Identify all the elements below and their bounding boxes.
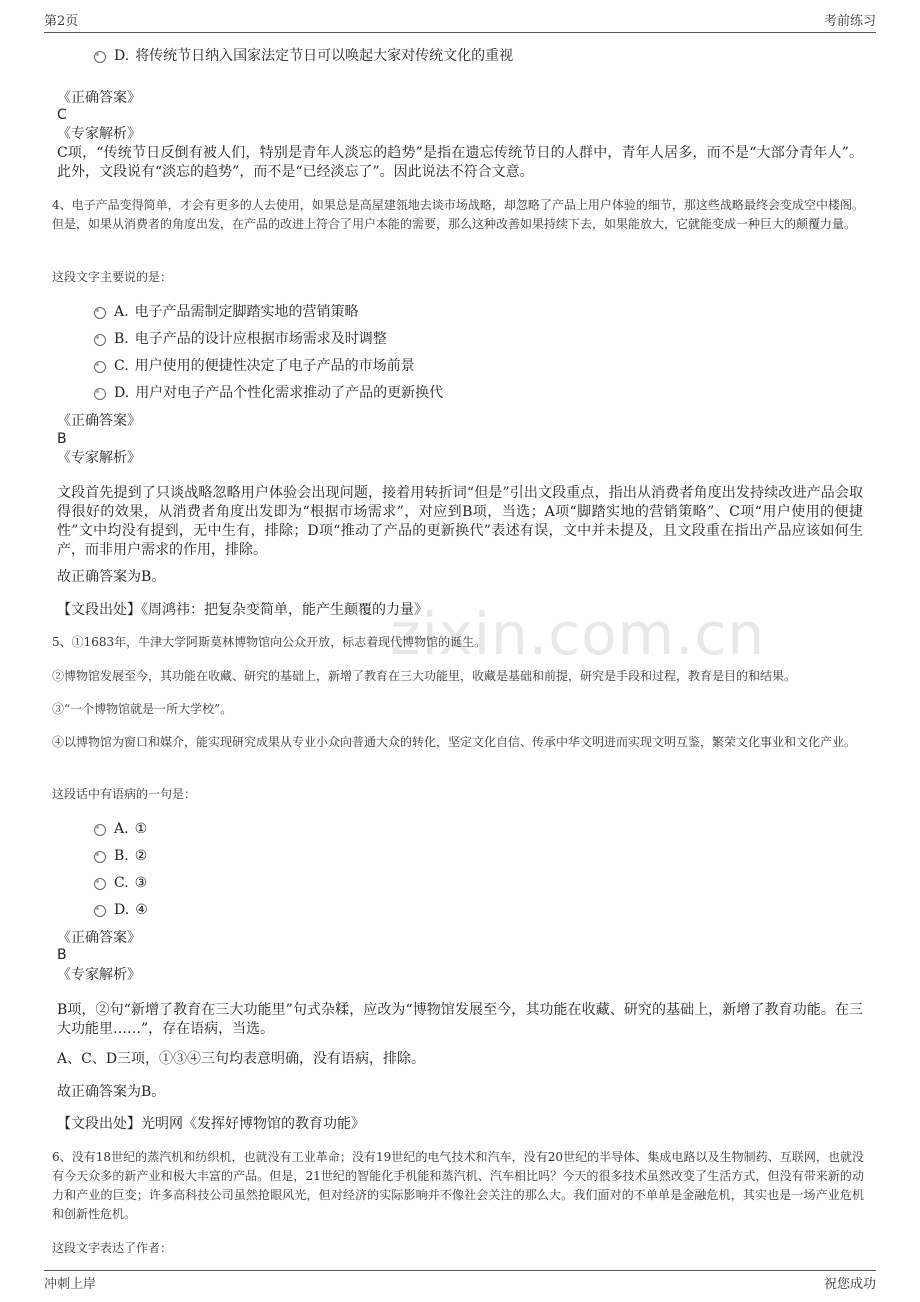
radio-icon[interactable] (94, 388, 106, 400)
q4-option-c[interactable]: C. 用户使用的便捷性决定了电子产品的市场前景 (94, 356, 415, 376)
analysis-text: C项，“传统节日反倒有被人们，特别是青年人淡忘的趋势”是指在遗忘传统节日的人群中，青年人居多，而不是“大部分青年人”。此外，文段说有“淡忘的趋势”，而不是“已经淡忘了”。因此说法不符合文意。 (57, 145, 863, 180)
radio-icon[interactable] (94, 334, 106, 346)
q4-option-b[interactable]: B. 电子产品的设计应根据市场需求及时调整 (94, 329, 387, 349)
answer-label: 《正确答案》 (57, 90, 141, 106)
q5-option-a[interactable]: A. ① (94, 819, 147, 839)
answer-value: C (57, 107, 67, 123)
question-6-prompt: 这段文字表达了作者： (52, 1241, 173, 1255)
radio-icon[interactable] (94, 878, 106, 890)
q3-option-d[interactable]: D. 将传统节日纳入国家法定节日可以唤起大家对传统文化的重视 (94, 46, 513, 66)
page-footer (44, 1270, 876, 1293)
q5-option-c[interactable]: C. ③ (94, 873, 147, 893)
conclusion-text: 故正确答案为B。 (57, 569, 166, 585)
question-5-prompt: 这段话中有语病的一句是： (52, 787, 197, 801)
page-number: 第2页 (44, 14, 79, 29)
q5-option-d[interactable]: D. ④ (94, 900, 148, 920)
analysis-text: 文段首先提到了只谈战略忽略用户体验会出现问题，接着用转折词“但是”引出文段重点，指出从消费者角度出发持续改进产品会取得很好的效果，从消费者角度出发即为“根据市场需求”，对应到B项，当选；A项“脚踏实地的营销策略”、C项“用户使用的便捷性”文中均没有提到，无中生有，排除；D项“推动了产品的更新换代”表述有误，文中并未提及，且文段重在指出产品应该如何生产，而非用户需求的作用，排除。 (57, 485, 863, 558)
question-5-stem-2: ②博物馆发展至今，其功能在收藏、研究的基础上，新增了教育在三大功能里，收藏是基础和前提，研究是手段和过程，教育是目的和结果。 (52, 669, 797, 683)
radio-icon[interactable] (94, 51, 106, 63)
answer-label: 《正确答案》 (57, 930, 141, 946)
question-6-stem: 6、没有18世纪的蒸汽机和纺织机，也就没有工业革命；没有19世纪的电气技术和汽车，没有20世纪的半导体、集成电路以及生物制药、互联网，也就没有今天众多的新产业和极大丰富的产品。但是，21世纪的智能化手机能和蒸汽机、汽车相比吗？今天的很多技术虽然改变了生活方式，但没有带来新的动力和产业的巨变；许多高科技公司虽然抢眼风光，但对经济的实际影响并不像社会关注的那么大。我们面对的不单单是金融危机，其实也是一场产业危机和创新性危机。 (52, 1150, 864, 1221)
question-5-stem-4: ④以博物馆为窗口和媒介，能实现研究成果从专业小众向普通大众的转化，坚定文化自信、传承中华文明进而实现文明互鉴，繁荣文化事业和文化产业。 (52, 735, 857, 749)
answer-value: B (57, 431, 67, 447)
analysis-text-2: A、C、D三项，①③④三句均表意明确，没有语病，排除。 (57, 1051, 426, 1067)
radio-icon[interactable] (94, 905, 106, 917)
question-5-stem-1: 5、①1683年，牛津大学阿斯莫林博物馆向公众开放，标志着现代博物馆的诞生。 (52, 635, 487, 649)
radio-icon[interactable] (94, 851, 106, 863)
analysis-label: 《专家解析》 (57, 967, 141, 983)
question-5-stem-3: ③“一个博物馆就是一所大学校”。 (52, 702, 233, 716)
radio-icon[interactable] (94, 307, 106, 319)
q5-option-b[interactable]: B. ② (94, 846, 147, 866)
footer-left: 冲刺上岸 (44, 1277, 97, 1292)
source-text: 【文段出处】《周鸿祎：把复杂变简单，能产生颠覆的力量》 (57, 602, 428, 618)
radio-icon[interactable] (94, 361, 106, 373)
source-text: 【文段出处】光明网《发挥好博物馆的教育功能》 (57, 1116, 365, 1132)
answer-label: 《正确答案》 (57, 413, 141, 429)
footer-right: 祝您成功 (823, 1277, 876, 1292)
header-title: 考前练习 (823, 14, 876, 29)
q4-option-a[interactable]: A. 电子产品需制定脚踏实地的营销策略 (94, 302, 359, 322)
question-4-prompt: 这段文字主要说的是： (52, 270, 173, 284)
radio-icon[interactable] (94, 824, 106, 836)
conclusion-text: 故正确答案为B。 (57, 1084, 166, 1100)
analysis-text: B项，②句“新增了教育在三大功能里”句式杂糅，应改为“博物馆发展至今，其功能在收藏、研究的基础上，新增了教育功能。在三大功能里……”，存在语病，当选。 (57, 1002, 863, 1037)
q4-option-d[interactable]: D. 用户对电子产品个性化需求推动了产品的更新换代 (94, 383, 443, 403)
analysis-label: 《专家解析》 (57, 450, 141, 466)
question-4-stem: 4、电子产品变得简单，才会有更多的人去使用，如果总是高屋建瓴地去谈市场战略，却忽略了产品上用户体验的细节，那这些战略最终会变成空中楼阁。但是，如果从消费者的角度出发，在产品的改进上符合了用户本能的需要，那么这种改善如果持续下去，如果能放大，它就能变成一种巨大的颠覆力量。 (52, 198, 864, 231)
watermark: zixin.com.cn (390, 600, 766, 668)
page-header (44, 10, 876, 33)
analysis-label: 《专家解析》 (57, 126, 141, 142)
answer-value: B (57, 947, 67, 963)
